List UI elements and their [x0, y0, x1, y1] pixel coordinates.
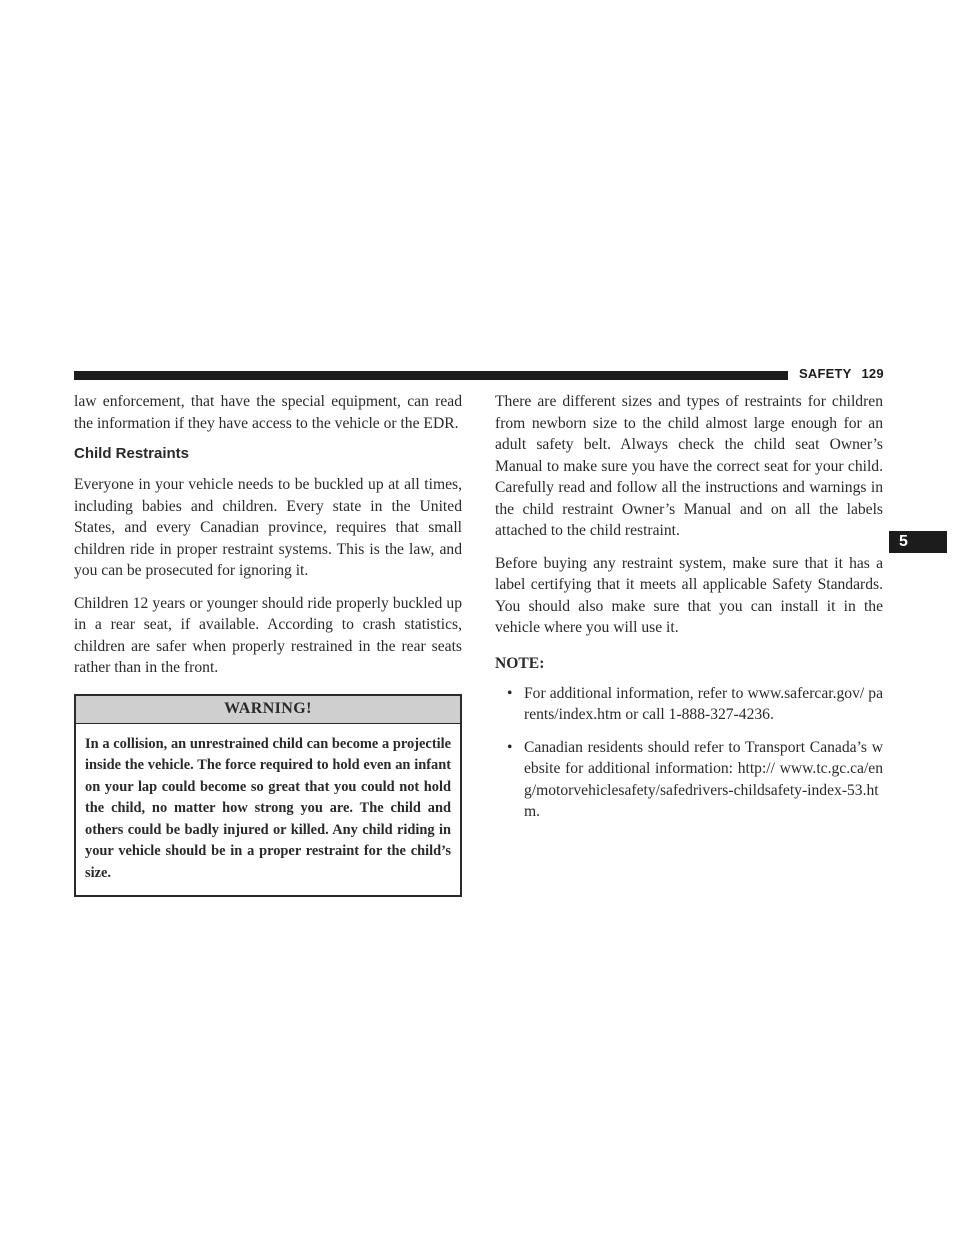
bullet-icon: • [507, 738, 513, 756]
chapter-tab: 5 [889, 531, 947, 553]
right-column [495, 391, 883, 834]
warning-text: In a collision, an unrestrained child can become a projectile inside the vehicle. The force required to hold even an infant on your lap could become so great that you could not hold the child, no matter how strong you are. The child and others could be badly injured or killed. Any child riding in your vehicle should be in a proper restraint for the child’s size. [85, 735, 451, 882]
warning-box [74, 694, 462, 897]
intro-paragraph: law enforcement, that have the special equipment, can read the information if they have access to the vehicle or the EDR. [74, 393, 462, 432]
body-paragraph: Before buying any restraint system, make sure that it has a label certifying that it meets all applicable Safety Standards. You should also make sure that you can install it in the vehicle where you will use it. [495, 554, 883, 636]
section-title: SAFETY [799, 366, 852, 381]
note-label: NOTE: [495, 654, 545, 672]
body-paragraph: Everyone in your vehicle needs to be buckled up at all times, including babies and children. Every state in the United States, and every Canadian province, requires that small children ride in proper restraint systems. This is the law, and you can be prosecuted for ignoring it. [74, 476, 462, 579]
running-header [799, 366, 884, 381]
note-item [495, 683, 883, 726]
warning-title: WARNING! [76, 696, 460, 724]
left-column [74, 391, 462, 897]
body-paragraph: There are different sizes and types of restraints for children from newborn size to the child almost large enough for an adult safety belt. Always check the child seat Owner’s Manual to make sure you have the correct seat for your child. Carefully read and follow all the instructions and warnings in the child restraint Owner’s Manual and on all the labels attached to the child restraint. [495, 393, 883, 539]
bullet-icon: • [507, 684, 513, 702]
page-number: 129 [861, 366, 884, 381]
section-heading: Child Restraints [74, 445, 190, 462]
header-rule [74, 371, 788, 380]
note-item [495, 737, 883, 823]
body-paragraph: Children 12 years or younger should ride properly buckled up in a rear seat, if available. According to crash statistics, children are safer when properly restrained in the rear seats rather than in the front. [74, 594, 462, 676]
note-text: For additional information, refer to www.safercar.gov/ parents/index.htm or call 1-888-327-4236. [524, 684, 883, 723]
note-text: Canadian residents should refer to Transport Canada’s website for additional information: http:// www.tc.gc.ca/eng/motorvehiclesafety/safedrivers-childsafety-index-53.htm. [524, 738, 883, 820]
note-list [495, 683, 883, 823]
